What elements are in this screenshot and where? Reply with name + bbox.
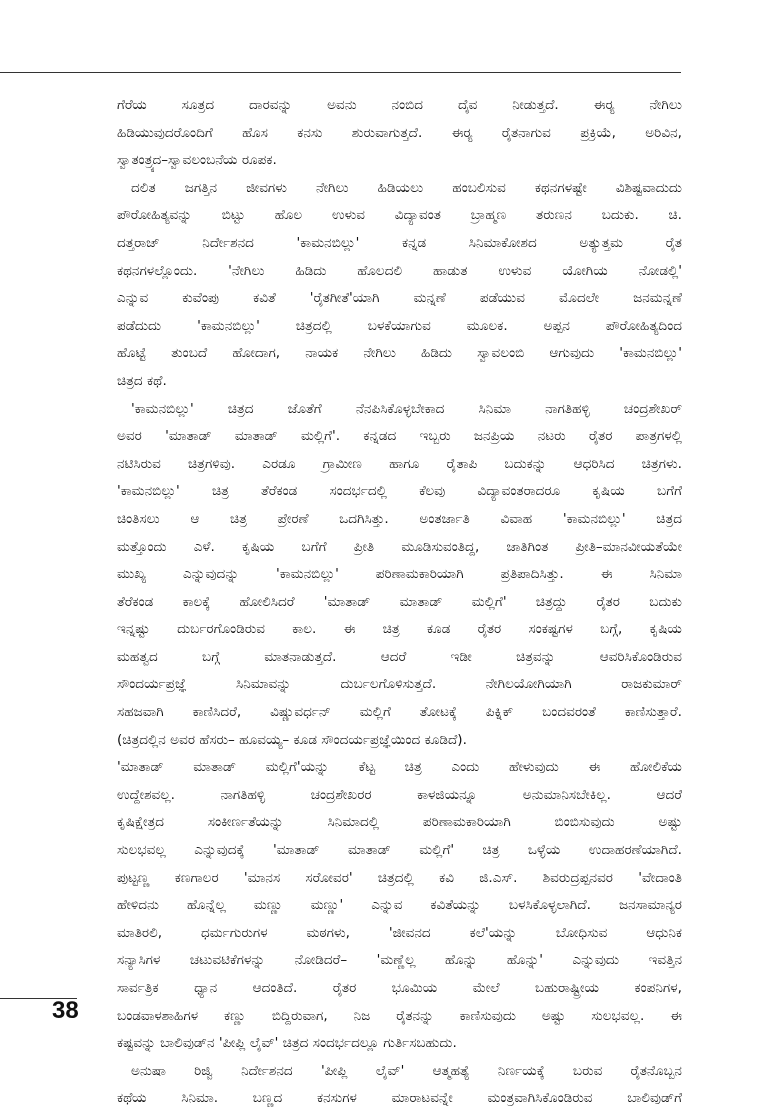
text-line: ಚಿಂತಿಸಲು ಆ ಚಿತ್ರ ಪ್ರೇರಣೆ ಒದಗಿಸಿತ್ತು. ಅಂತರ್ಜಾತಿ ವಿವಾಹ 'ಕಾಮನಬಿಲ್ಲು' ಚಿತ್ರದ	[117, 510, 682, 527]
text-line: ಸನ್ಯಾಸಿಗಳ ಚಟುವಟಿಕೆಗಳನ್ನು ನೋಡಿದರೆ– 'ಮಣ್ಣೆಲ್ಲ ಹೊನ್ನು ಹೊನ್ನು' ಎನ್ನುವುದು ಇವತ್ತಿನ	[117, 952, 682, 969]
text-line: ಉದ್ದೇಶವಲ್ಲ. ನಾಗತಿಹಳ್ಳಿ ಚಂದ್ರಶೇಖರರ ಕಾಳಜಿಯನ್ನೂ ಅನುಮಾನಿಸಬೇಕಿಲ್ಲ. ಆದರೆ	[117, 786, 682, 803]
text-line: ಸ್ವಾತಂತ್ರ್ಯದ–ಸ್ವಾವಲಂಬನೆಯ ರೂಪಕ.	[117, 152, 277, 169]
text-line: ಹಿಡಿಯುವುದರೊಂದಿಗೆ ಹೊಸ ಕನಸು ಶುರುವಾಗುತ್ತದೆ. ಈರ್‍ಯ ರೈತನಾಗುವ ಪ್ರಕ್ರಿಯೆ, ಅರಿವಿನ,	[117, 124, 682, 141]
text-line: ದತ್ತರಾಜ್ ನಿರ್ದೇಶನದ 'ಕಾಮನಬಿಲ್ಲು' ಕನ್ನಡ ಸಿನಿಮಾಕೋಶದ ಅತ್ಯುತ್ತಮ ರೈತ	[117, 234, 682, 251]
text-line: ಹೊಟ್ಟೆ ತುಂಬದೆ ಹೋದಾಗ, ನಾಯಕ ನೇಗಿಲು ಹಿಡಿದು ಸ್ವಾವಲಂಬಿ ಆಗುವುದು 'ಕಾಮನಬಿಲ್ಲು'	[117, 345, 682, 362]
text-line: 'ಕಾಮನಬಿಲ್ಲು' ಚಿತ್ರ ತೆರೆಕಂಡ ಸಂದರ್ಭದಲ್ಲಿ ಕೆಲವು ವಿದ್ಯಾವಂತರಾದರೂ ಕೃಷಿಯ ಬಗೆಗೆ	[117, 483, 682, 500]
text-line: ಗೆರೆಯ ಸೂತ್ರದ ದಾರವನ್ನು ಅವನು ನಂಬಿದ ದೈವ ನೀಡುತ್ತದೆ. ಈರ್‍ಯ ನೇಗಿಲು	[117, 97, 682, 113]
text-line: ಅನುಷಾ ರಿಜ್ವಿ ನಿರ್ದೇಶನದ 'ಪೀಪ್ಲಿ ಲೈವ್' ಆತ್ಮಹತ್ಯೆ ನಿರ್ಣಯಕ್ಕೆ ಬರುವ ರೈತನೊಬ್ಬನ	[131, 1062, 682, 1079]
text-line: ದಲಿತ ಜಗತ್ತಿನ ಜೀವಗಳು ನೇಗಿಲು ಹಿಡಿಯಲು ಹಂಬಲಿಸುವ ಕಥನಗಳಷ್ಟೇ ವಿಶಿಷ್ಟವಾದುದು	[131, 179, 682, 196]
text-line: ಪುಟ್ಟಣ್ಣ ಕಣಗಾಲರ 'ಮಾನಸ ಸರೋವರ' ಚಿತ್ರದಲ್ಲಿ ಕವಿ ಜಿ.ಎಸ್. ಶಿವರುದ್ರಪ್ಪನವರ 'ವೇದಾಂತಿ	[117, 869, 682, 886]
text-line: ಸಹಜವಾಗಿ ಕಾಣಿಸಿದರೆ, ವಿಷ್ಣುವರ್ಧನ್ ಮಲ್ಲಿಗೆ ತೋಟಕ್ಕೆ ಪಿಕ್ನಿಕ್ ಬಂದವರಂತೆ ಕಾಣಿಸುತ್ತಾರೆ.	[117, 704, 682, 721]
text-line: ತೆರೆಕಂಡ ಕಾಲಕ್ಕೆ ಹೋಲಿಸಿದರೆ 'ಮಾತಾಡ್ ಮಾತಾಡ್ ಮಲ್ಲಿಗೆ' ಚಿತ್ರದ್ದು ರೈತರ ಬದುಕು	[117, 593, 682, 610]
text-line: ಎನ್ನುವ ಕುವೆಂಪು ಕವಿತೆ 'ರೈತಗೀತೆ'ಯಾಗಿ ಮನ್ನಣೆ ಪಡೆಯುವ ಮೊದಲೇ ಜನಮನ್ನಣೆ	[117, 290, 682, 307]
page-number: 38	[52, 997, 79, 1024]
text-line: ನಟಿಸಿರುವ ಚಿತ್ರಗಳಿವು. ಎರಡೂ ಗ್ರಾಮೀಣ ಹಾಗೂ ರೈತಾಪಿ ಬದುಕನ್ನು ಆಧರಿಸಿದ ಚಿತ್ರಗಳು.	[117, 455, 682, 472]
text-line: ಸೌಂದರ್ಯಪ್ರಜ್ಞೆ ಸಿನಿಮಾವನ್ನು ದುರ್ಬಲಗೊಳಿಸುತ್ತದೆ. ನೇಗಿಲಯೋಗಿಯಾಗಿ ರಾಜಕುಮಾರ್	[117, 676, 682, 693]
body-text	[117, 92, 682, 1113]
text-line: ಪಡೆದುದು 'ಕಾಮನಬಿಲ್ಲು' ಚಿತ್ರದಲ್ಲಿ ಬಳಕೆಯಾಗುವ ಮೂಲಕ. ಅಪ್ಪನ ಪೌರೋಹಿತ್ಯದಿಂದ	[117, 317, 682, 334]
text-line: ಸಾರ್ವತ್ರಿಕ ಧ್ಯಾನ ಆದಂತಿದೆ. ರೈತರ ಭೂಮಿಯ ಮೇಲೆ ಬಹುರಾಷ್ಟ್ರೀಯ ಕಂಪನಿಗಳ,	[117, 980, 682, 996]
text-line: ಮಹತ್ವದ ಬಗ್ಗೆ ಮಾತನಾಡುತ್ತದೆ. ಆದರೆ ಇಡೀ ಚಿತ್ರವನ್ನು ಆವರಿಸಿಕೊಂಡಿರುವ	[117, 648, 682, 665]
text-line: ಕಥೆಯ ಸಿನಿಮಾ. ಬಣ್ಣದ ಕನಸುಗಳ ಮಾರಾಟವನ್ನೇ ಮಂತ್ರವಾಗಿಸಿಕೊಂಡಿರುವ ಬಾಲಿವುಡ್‌ಗೆ	[117, 1090, 682, 1107]
text-line: ಹೇಳಿದನು ಹೊನ್ನೆಲ್ಲ ಮಣ್ಣು ಮಣ್ಣು' ಎನ್ನುವ ಕವಿತೆಯನ್ನು ಬಳಸಿಕೊಳ್ಳಲಾಗಿದೆ. ಜನಸಾಮಾನ್ಯರ	[117, 897, 682, 914]
text-line: ಮಾತಿರಲಿ, ಧರ್ಮಗುರುಗಳ ಮಠಗಳು, 'ಜೀವನದ ಕಲೆ'ಯನ್ನು ಬೋಧಿಸುವ ಆಧುನಿಕ	[117, 924, 682, 941]
text-line: 'ಮಾತಾಡ್ ಮಾತಾಡ್ ಮಲ್ಲಿಗೆ'ಯನ್ನು ಕೆಟ್ಟ ಚಿತ್ರ ಎಂದು ಹೇಳುವುದು ಈ ಹೋಲಿಕೆಯ	[117, 759, 682, 776]
text-line: 'ಕಾಮನಬಿಲ್ಲು' ಚಿತ್ರದ ಜೊತೆಗೆ ನೆನಪಿಸಿಕೊಳ್ಳಬೇಕಾದ ಸಿನಿಮಾ ನಾಗತಿಹಳ್ಳಿ ಚಂದ್ರಶೇಖರ್	[131, 400, 682, 417]
text-line: ಇನ್ನಷ್ಟು ದುರ್ಬರಗೊಂಡಿರುವ ಕಾಲ. ಈ ಚಿತ್ರ ಕೂಡ ರೈತರ ಸಂಕಷ್ಟಗಳ ಬಗ್ಗೆ, ಕೃಷಿಯ	[117, 621, 682, 638]
text-line: ಸುಲಭವಲ್ಲ ಎನ್ನುವುದಕ್ಕೆ 'ಮಾತಾಡ್ ಮಾತಾಡ್ ಮಲ್ಲಿಗೆ' ಚಿತ್ರ ಒಳ್ಳೆಯ ಉದಾಹರಣೆಯಾಗಿದೆ.	[117, 842, 682, 859]
text-line: ಕೃಷಿಕ್ಷೇತ್ರದ ಸಂಕೀರ್ಣತೆಯನ್ನು ಸಿನಿಮಾದಲ್ಲಿ ಪರಿಣಾಮಕಾರಿಯಾಗಿ ಬಿಂಬಿಸುವುದು ಅಷ್ಟು	[117, 814, 682, 831]
text-line: ಮತ್ತೊಂದು ಎಳೆ. ಕೃಷಿಯ ಬಗೆಗೆ ಪ್ರೀತಿ ಮೂಡಿಸುವಂತಿದ್ದ, ಜಾತಿಗಿಂತ ಪ್ರೀತಿ–ಮಾನವೀಯತೆಯೇ	[117, 538, 682, 555]
text-line: ಕಷ್ಟವನ್ನು ಬಾಲಿವುಡ್‌ನ 'ಪೀಪ್ಲಿ ಲೈವ್' ಚಿತ್ರದ ಸಂದರ್ಭದಲ್ಲೂ ಗುರ್ತಿಸಬಹುದು.	[117, 1035, 457, 1052]
text-line: (ಚಿತ್ರದಲ್ಲಿನ ಅವರ ಹೆಸರು– ಹೂವಯ್ಯ– ಕೂಡ ಸೌಂದರ್ಯಪ್ರಜ್ಞೆಯಿಂದ ಕೂಡಿದೆ).	[117, 731, 467, 748]
text-line: ಬಂಡವಾಳಶಾಹಿಗಳ ಕಣ್ಣು ಬಿದ್ದಿರುವಾಗ, ನಿಜ ರೈತನನ್ನು ಕಾಣಿಸುವುದು ಅಷ್ಟು ಸುಲಭವಲ್ಲ. ಈ	[117, 1007, 682, 1024]
header-rule	[0, 72, 681, 73]
text-line: ಪೌರೋಹಿತ್ಯವನ್ನು ಬಿಟ್ಟು ಹೊಲ ಉಳುವ ವಿದ್ಯಾವಂತ ಬ್ರಾಹ್ಮಣ ತರುಣನ ಬದುಕು. ಚಿ.	[117, 207, 682, 224]
text-line: ಕಥನಗಳಲ್ಲೊಂದು. 'ನೇಗಿಲು ಹಿಡಿದು ಹೊಲದಲಿ ಹಾಡುತ ಉಳುವ ಯೋಗಿಯ ನೋಡಲ್ಲಿ'	[117, 262, 682, 279]
text-line: ಮುಖ್ಯ ಎನ್ನುವುದನ್ನು 'ಕಾಮನಬಿಲ್ಲು' ಪರಿಣಾಮಕಾರಿಯಾಗಿ ಪ್ರತಿಪಾದಿಸಿತ್ತು. ಈ ಸಿನಿಮಾ	[117, 566, 682, 583]
text-line: ಅವರ 'ಮಾತಾಡ್ ಮಾತಾಡ್ ಮಲ್ಲಿಗೆ'. ಕನ್ನಡದ ಇಬ್ಬರು ಜನಪ್ರಿಯ ನಟರು ರೈತರ ಪಾತ್ರಗಳಲ್ಲಿ	[117, 428, 682, 445]
text-line: ಚಿತ್ರದ ಕಥೆ.	[117, 372, 167, 389]
